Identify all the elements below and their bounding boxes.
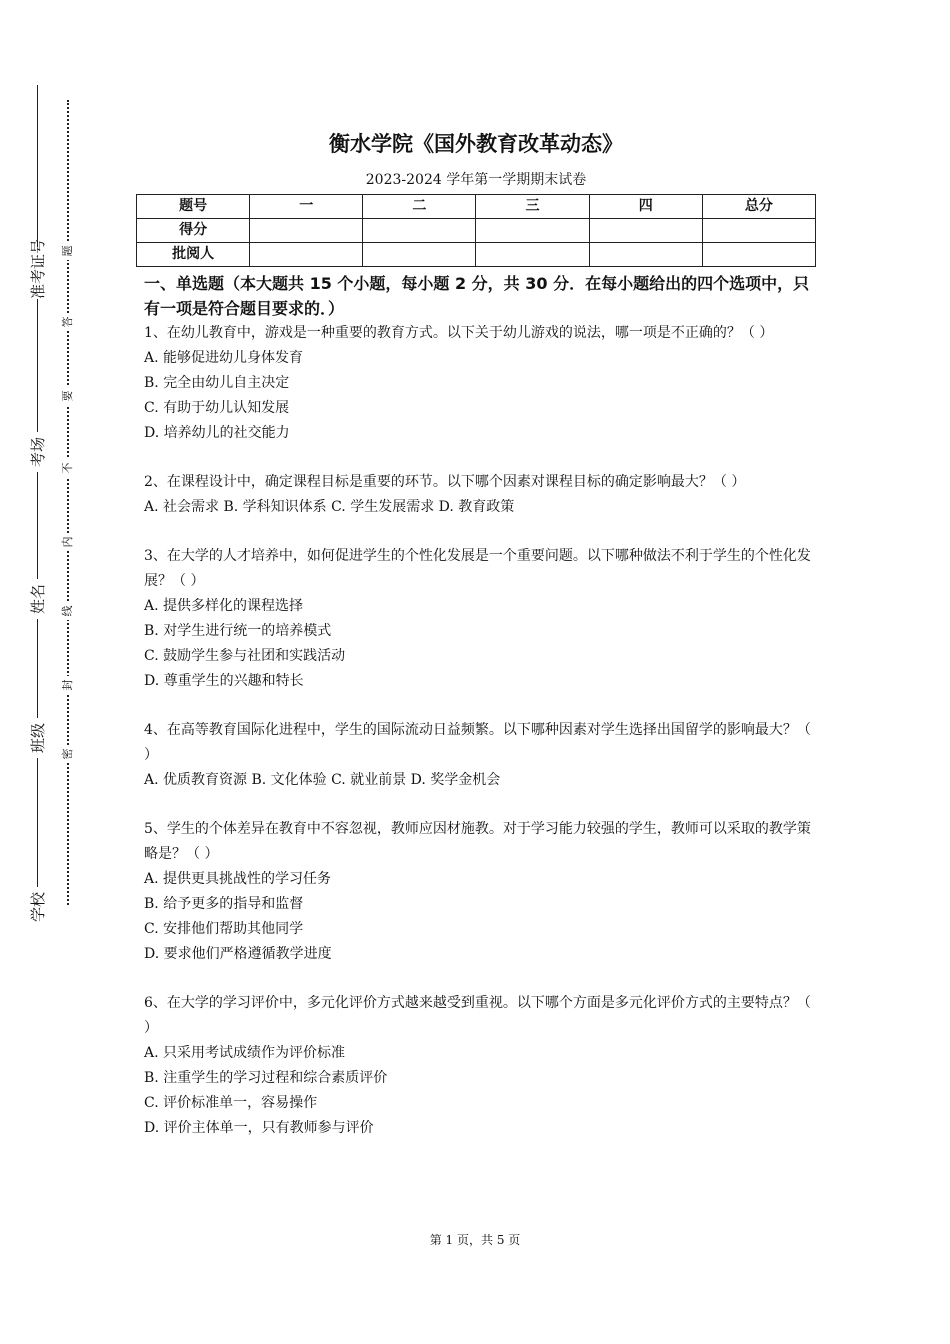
score-cell[interactable]	[476, 219, 589, 243]
score-table-header-row	[137, 195, 816, 219]
score-table-header-cell: 二	[363, 195, 476, 219]
question-option: C. 评价标准单一，容易操作	[144, 1095, 318, 1111]
question-stem: 6、在大学的学习评价中，多元化评价方式越来越受到重视。以下哪个方面是多元化评价方式的主要特点？（ ）	[144, 995, 811, 1036]
question-5	[144, 817, 824, 967]
seal-char: 题	[61, 242, 75, 260]
question-option: B. 对学生进行统一的培养模式	[144, 623, 332, 639]
question-option: A. 能够促进幼儿身体发育	[144, 350, 304, 366]
question-stem: 5、学生的个体差异在教育中不容忽视，教师应因材施教。对于学习能力较强的学生，教师可以采取的教学策略是？（ ）	[144, 821, 811, 862]
question-option: D. 评价主体单一，只有教师参与评价	[144, 1120, 374, 1136]
question-stem: 4、在高等教育国际化进程中，学生的国际流动日益频繁。以下哪种因素对学生选择出国留学的影响最大？（ ）	[144, 722, 811, 763]
seal-char: 密	[61, 745, 75, 763]
question-2	[144, 470, 824, 520]
question-options-inline: A. 优质教育资源 B. 文化体验 C. 就业前景 D. 奖学金机会	[144, 772, 501, 788]
score-table	[136, 194, 816, 267]
score-cell[interactable]	[702, 219, 815, 243]
grader-cell[interactable]	[250, 243, 363, 267]
question-option: D. 尊重学生的兴趣和特长	[144, 673, 304, 689]
question-option: D. 要求他们严格遵循教学进度	[144, 946, 332, 962]
question-option: A. 提供更具挑战性的学习任务	[144, 871, 332, 887]
score-row-label: 批阅人	[137, 243, 250, 267]
question-option: B. 完全由幼儿自主决定	[144, 375, 290, 391]
score-row-label: 得分	[137, 219, 250, 243]
grader-cell[interactable]	[702, 243, 815, 267]
question-options-inline: A. 社会需求 B. 学科知识体系 C. 学生发展需求 D. 教育政策	[144, 499, 515, 515]
question-4	[144, 718, 824, 793]
question-option: C. 有助于幼儿认知发展	[144, 400, 290, 416]
exam-content	[144, 271, 824, 1141]
question-1	[144, 321, 824, 446]
page-footer: 第 1 页，共 5 页	[429, 1233, 521, 1247]
seal-char: 线	[61, 602, 75, 620]
grader-cell[interactable]	[589, 243, 702, 267]
bind-label-class: 班级	[27, 718, 49, 758]
question-3	[144, 544, 824, 694]
seal-char: 封	[61, 676, 75, 694]
question-option: D. 培养幼儿的社交能力	[144, 425, 290, 441]
seal-char: 要	[61, 387, 75, 405]
bind-label-school: 学校	[27, 887, 49, 927]
question-stem: 2、在课程设计中，确定课程目标是重要的环节。以下哪个因素对课程目标的确定影响最大？（ ）	[144, 474, 746, 490]
score-cell[interactable]	[250, 219, 363, 243]
question-option: A. 只采用考试成绩作为评价标准	[144, 1045, 346, 1061]
bind-label-exam-id: 准考证号	[29, 238, 47, 299]
score-table-row	[137, 219, 816, 243]
seal-dotted-line	[67, 100, 69, 905]
question-6	[144, 991, 824, 1141]
grader-cell[interactable]	[476, 243, 589, 267]
question-option: A. 提供多样化的课程选择	[144, 598, 304, 614]
question-option: C. 安排他们帮助其他同学	[144, 921, 304, 937]
section-heading: 一、单选题（本大题共 15 个小题，每小题 2 分，共 30 分．在每小题给出的四个选项中，只有一项是符合题目要求的．）	[144, 274, 810, 318]
question-stem: 3、在大学的人才培养中，如何促进学生的个性化发展是一个重要问题。以下哪种做法不利于学生的个性化发展？（ ）	[144, 548, 811, 589]
binding-line	[37, 85, 38, 925]
seal-char: 内	[61, 533, 75, 551]
score-table-header-cell: 三	[476, 195, 589, 219]
score-cell[interactable]	[363, 219, 476, 243]
exam-subtitle: 2023-2024 学年第一学期期末试卷	[365, 172, 587, 188]
seal-char: 答	[61, 313, 75, 331]
score-table-header-cell: 四	[589, 195, 702, 219]
score-table-header-cell: 总分	[702, 195, 815, 219]
score-table-row	[137, 243, 816, 267]
question-option: B. 给予更多的指导和监督	[144, 896, 304, 912]
seal-char: 不	[61, 459, 75, 477]
grader-cell[interactable]	[363, 243, 476, 267]
score-cell[interactable]	[589, 219, 702, 243]
bind-label-name: 姓名	[27, 579, 49, 619]
question-option: C. 鼓励学生参与社团和实践活动	[144, 648, 346, 664]
question-stem: 1、在幼儿教育中，游戏是一种重要的教育方式。以下关于幼儿游戏的说法，哪一项是不正确的？（ ）	[144, 325, 774, 341]
score-table-header-cell: 一	[250, 195, 363, 219]
score-table-header-cell: 题号	[137, 195, 250, 219]
bind-label-exam-room: 考场	[27, 432, 49, 472]
exam-title: 衡水学院《国外教育改革动态》	[329, 132, 623, 156]
question-option: B. 注重学生的学习过程和综合素质评价	[144, 1070, 388, 1086]
